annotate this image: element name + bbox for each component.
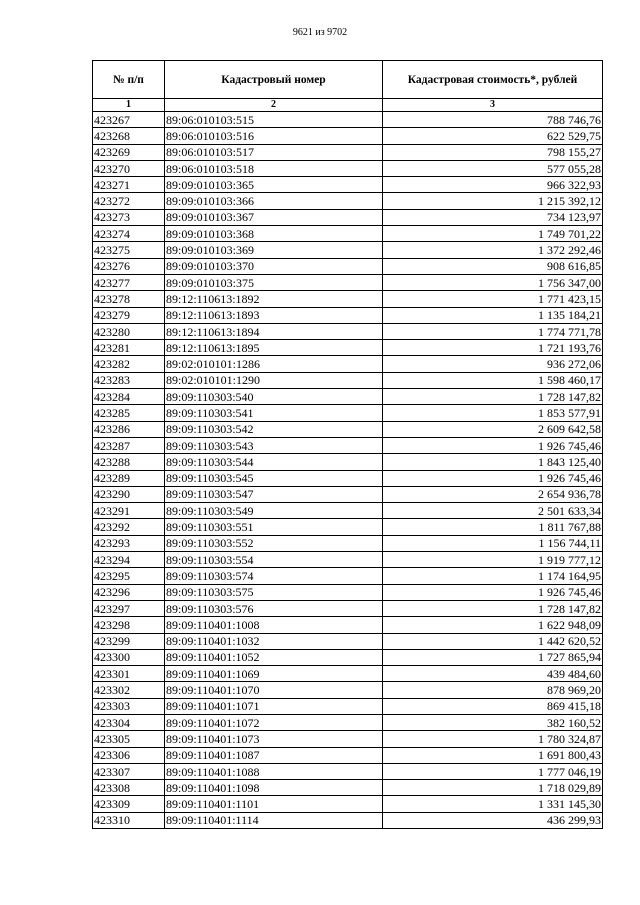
- row-number-cell: 423269: [93, 144, 165, 160]
- row-number-cell: 423272: [93, 193, 165, 209]
- cadastral-cost-cell: 1 811 767,88: [383, 519, 603, 535]
- row-number-cell: 423298: [93, 617, 165, 633]
- cadastral-number-cell: 89:09:010103:366: [165, 193, 383, 209]
- table-row: [93, 372, 603, 388]
- row-number-cell: 423270: [93, 160, 165, 176]
- cadastral-number-cell: 89:06:010103:516: [165, 128, 383, 144]
- row-number-cell: 423286: [93, 421, 165, 437]
- row-number-cell: 423302: [93, 682, 165, 698]
- table-row: [93, 486, 603, 502]
- table-row: [93, 274, 603, 290]
- row-number-cell: 423268: [93, 128, 165, 144]
- cadastral-cost-cell: 966 322,93: [383, 177, 603, 193]
- table-row: [93, 568, 603, 584]
- cadastral-cost-cell: 878 969,20: [383, 682, 603, 698]
- row-number-cell: 423296: [93, 584, 165, 600]
- table-row: [93, 617, 603, 633]
- cadastral-cost-cell: 622 529,75: [383, 128, 603, 144]
- cadastral-number-cell: 89:12:110613:1893: [165, 307, 383, 323]
- cadastral-cost-cell: 382 160,52: [383, 714, 603, 730]
- table-row: [93, 193, 603, 209]
- row-number-cell: 423288: [93, 454, 165, 470]
- cadastral-cost-cell: 869 415,18: [383, 698, 603, 714]
- column-number-row: [93, 99, 603, 112]
- table-row: [93, 796, 603, 812]
- cadastral-cost-cell: 2 609 642,58: [383, 421, 603, 437]
- cadastral-number-cell: 89:09:010103:365: [165, 177, 383, 193]
- row-number-cell: 423291: [93, 503, 165, 519]
- row-number-cell: 423297: [93, 600, 165, 616]
- table-body: [93, 112, 603, 829]
- row-number-cell: 423280: [93, 323, 165, 339]
- cadastral-cost-cell: 2 501 633,34: [383, 503, 603, 519]
- table-row: [93, 666, 603, 682]
- page-number-header: 9621 из 9702: [292, 27, 348, 38]
- row-number-cell: 423307: [93, 763, 165, 779]
- table-row: [93, 682, 603, 698]
- cadastral-cost-cell: 908 616,85: [383, 258, 603, 274]
- cadastral-cost-cell: 1 372 292,46: [383, 242, 603, 258]
- row-number-cell: 423289: [93, 470, 165, 486]
- table-row: [93, 470, 603, 486]
- table-row: [93, 649, 603, 665]
- table-row: [93, 552, 603, 568]
- cadastral-number-cell: 89:09:110401:1073: [165, 731, 383, 747]
- cadastral-number-cell: 89:09:010103:375: [165, 274, 383, 290]
- cadastral-cost-cell: 1 926 745,46: [383, 437, 603, 453]
- cadastral-cost-cell: 1 843 125,40: [383, 454, 603, 470]
- cadastral-cost-cell: 436 299,93: [383, 812, 603, 828]
- table-row: [93, 209, 603, 225]
- cadastral-number-cell: 89:09:110303:575: [165, 584, 383, 600]
- cadastral-number-cell: 89:06:010103:515: [165, 112, 383, 128]
- row-number-cell: 423305: [93, 731, 165, 747]
- row-number-cell: 423275: [93, 242, 165, 258]
- table-row: [93, 356, 603, 372]
- table-row: [93, 258, 603, 274]
- cadastral-cost-cell: 1 331 145,30: [383, 796, 603, 812]
- row-number-cell: 423299: [93, 633, 165, 649]
- cadastral-number-cell: 89:09:010103:370: [165, 258, 383, 274]
- cadastral-number-cell: 89:09:010103:369: [165, 242, 383, 258]
- cadastral-number-cell: 89:09:110303:554: [165, 552, 383, 568]
- cadastral-number-cell: 89:02:010101:1290: [165, 372, 383, 388]
- cadastral-cost-cell: 1 721 193,76: [383, 340, 603, 356]
- cadastral-cost-cell: 1 774 771,78: [383, 323, 603, 339]
- table-row: [93, 112, 603, 128]
- table-row: [93, 323, 603, 339]
- cadastral-cost-cell: 1 728 147,82: [383, 389, 603, 405]
- cadastral-number-cell: 89:09:110303:540: [165, 389, 383, 405]
- cadastral-cost-cell: 1 780 324,87: [383, 731, 603, 747]
- row-number-cell: 423304: [93, 714, 165, 730]
- table-row: [93, 307, 603, 323]
- column-number-2: 2: [165, 99, 383, 112]
- column-number-1: 1: [93, 99, 165, 112]
- row-number-cell: 423290: [93, 486, 165, 502]
- cadastral-cost-cell: 577 055,28: [383, 160, 603, 176]
- cadastral-number-cell: 89:09:110303:545: [165, 470, 383, 486]
- cadastral-number-cell: 89:09:110401:1032: [165, 633, 383, 649]
- table-row: [93, 698, 603, 714]
- row-number-cell: 423283: [93, 372, 165, 388]
- cadastral-number-cell: 89:06:010103:517: [165, 144, 383, 160]
- row-number-cell: 423279: [93, 307, 165, 323]
- cadastral-number-cell: 89:09:110401:1098: [165, 780, 383, 796]
- cadastral-cost-cell: 1 771 423,15: [383, 291, 603, 307]
- table-row: [93, 226, 603, 242]
- row-number-cell: 423310: [93, 812, 165, 828]
- table-row: [93, 454, 603, 470]
- table-row: [93, 340, 603, 356]
- cadastral-number-cell: 89:09:010103:367: [165, 209, 383, 225]
- row-number-cell: 423295: [93, 568, 165, 584]
- cadastral-number-cell: 89:12:110613:1894: [165, 323, 383, 339]
- cadastral-number-cell: 89:12:110613:1892: [165, 291, 383, 307]
- table-row: [93, 535, 603, 551]
- table-row: [93, 714, 603, 730]
- table-row: [93, 731, 603, 747]
- cadastral-number-cell: 89:09:010103:368: [165, 226, 383, 242]
- table-row: [93, 519, 603, 535]
- column-header-cadastral-cost: Кадастровая стоимость*, рублей: [383, 61, 603, 99]
- cadastral-cost-cell: 1 756 347,00: [383, 274, 603, 290]
- cadastral-number-cell: 89:09:110401:1101: [165, 796, 383, 812]
- table-row: [93, 503, 603, 519]
- table-row: [93, 160, 603, 176]
- cadastral-cost-cell: 2 654 936,78: [383, 486, 603, 502]
- table-row: [93, 177, 603, 193]
- table-row: [93, 812, 603, 828]
- table-row: [93, 144, 603, 160]
- row-number-cell: 423282: [93, 356, 165, 372]
- table-row: [93, 421, 603, 437]
- cadastral-cost-cell: 1 853 577,91: [383, 405, 603, 421]
- cadastral-number-cell: 89:09:110303:543: [165, 437, 383, 453]
- table-row: [93, 584, 603, 600]
- cadastral-number-cell: 89:09:110303:547: [165, 486, 383, 502]
- table-header-row: [93, 61, 603, 99]
- column-header-cadastral-number: Кадастровый номер: [165, 61, 383, 99]
- table-row: [93, 128, 603, 144]
- cadastral-number-cell: 89:09:110401:1087: [165, 747, 383, 763]
- cadastral-cost-cell: 1 926 745,46: [383, 584, 603, 600]
- cadastral-cost-cell: 1 777 046,19: [383, 763, 603, 779]
- cadastral-cost-cell: 1 691 800,43: [383, 747, 603, 763]
- table-row: [93, 389, 603, 405]
- cadastral-cost-cell: 439 484,60: [383, 666, 603, 682]
- table-row: [93, 242, 603, 258]
- cadastral-cost-cell: 1 442 620,52: [383, 633, 603, 649]
- cadastral-number-cell: 89:09:110401:1088: [165, 763, 383, 779]
- cadastral-number-cell: 89:09:110303:549: [165, 503, 383, 519]
- table-row: [93, 633, 603, 649]
- cadastral-cost-cell: 1 135 184,21: [383, 307, 603, 323]
- cadastral-cost-cell: 1 598 460,17: [383, 372, 603, 388]
- cadastral-cost-cell: 1 749 701,22: [383, 226, 603, 242]
- row-number-cell: 423284: [93, 389, 165, 405]
- table-row: [93, 437, 603, 453]
- row-number-cell: 423281: [93, 340, 165, 356]
- row-number-cell: 423287: [93, 437, 165, 453]
- row-number-cell: 423309: [93, 796, 165, 812]
- row-number-cell: 423300: [93, 649, 165, 665]
- column-number-3: 3: [383, 99, 603, 112]
- cadastral-number-cell: 89:12:110613:1895: [165, 340, 383, 356]
- cadastral-number-cell: 89:09:110401:1072: [165, 714, 383, 730]
- cadastral-number-cell: 89:09:110303:542: [165, 421, 383, 437]
- cadastral-number-cell: 89:09:110303:544: [165, 454, 383, 470]
- cadastral-number-cell: 89:09:110401:1069: [165, 666, 383, 682]
- row-number-cell: 423303: [93, 698, 165, 714]
- cadastral-number-cell: 89:09:110303:552: [165, 535, 383, 551]
- row-number-cell: 423277: [93, 274, 165, 290]
- table-row: [93, 600, 603, 616]
- table-row: [93, 405, 603, 421]
- row-number-cell: 423273: [93, 209, 165, 225]
- cadastral-number-cell: 89:09:110401:1070: [165, 682, 383, 698]
- table-row: [93, 747, 603, 763]
- row-number-cell: 423308: [93, 780, 165, 796]
- row-number-cell: 423278: [93, 291, 165, 307]
- cadastral-cost-cell: 1 727 865,94: [383, 649, 603, 665]
- row-number-cell: 423294: [93, 552, 165, 568]
- cadastral-cost-cell: 798 155,27: [383, 144, 603, 160]
- cadastral-cost-cell: 788 746,76: [383, 112, 603, 128]
- cadastral-cost-cell: 1 728 147,82: [383, 600, 603, 616]
- cadastral-cost-cell: 936 272,06: [383, 356, 603, 372]
- row-number-cell: 423285: [93, 405, 165, 421]
- table-row: [93, 763, 603, 779]
- cadastral-number-cell: 89:09:110401:1071: [165, 698, 383, 714]
- cadastral-cost-cell: 1 156 744,11: [383, 535, 603, 551]
- cadastral-number-cell: 89:09:110401:1008: [165, 617, 383, 633]
- table-row: [93, 780, 603, 796]
- row-number-cell: 423293: [93, 535, 165, 551]
- table-row: [93, 291, 603, 307]
- row-number-cell: 423267: [93, 112, 165, 128]
- cadastral-number-cell: 89:09:110401:1052: [165, 649, 383, 665]
- row-number-cell: 423271: [93, 177, 165, 193]
- row-number-cell: 423276: [93, 258, 165, 274]
- cadastral-number-cell: 89:09:110303:574: [165, 568, 383, 584]
- cadastral-cost-cell: 1 926 745,46: [383, 470, 603, 486]
- cadastral-cost-cell: 734 123,97: [383, 209, 603, 225]
- cadastral-cost-cell: 1 174 164,95: [383, 568, 603, 584]
- cadastral-number-cell: 89:09:110303:541: [165, 405, 383, 421]
- row-number-cell: 423301: [93, 666, 165, 682]
- cadastral-cost-cell: 1 718 029,89: [383, 780, 603, 796]
- cadastral-number-cell: 89:09:110401:1114: [165, 812, 383, 828]
- row-number-cell: 423292: [93, 519, 165, 535]
- cadastral-cost-cell: 1 919 777,12: [383, 552, 603, 568]
- column-header-number: № п/п: [93, 61, 165, 99]
- cadastral-number-cell: 89:09:110303:551: [165, 519, 383, 535]
- cadastral-cost-cell: 1 215 392,12: [383, 193, 603, 209]
- cadastral-number-cell: 89:02:010101:1286: [165, 356, 383, 372]
- cadastral-value-table: [92, 60, 603, 829]
- cadastral-number-cell: 89:09:110303:576: [165, 600, 383, 616]
- row-number-cell: 423274: [93, 226, 165, 242]
- cadastral-cost-cell: 1 622 948,09: [383, 617, 603, 633]
- row-number-cell: 423306: [93, 747, 165, 763]
- cadastral-number-cell: 89:06:010103:518: [165, 160, 383, 176]
